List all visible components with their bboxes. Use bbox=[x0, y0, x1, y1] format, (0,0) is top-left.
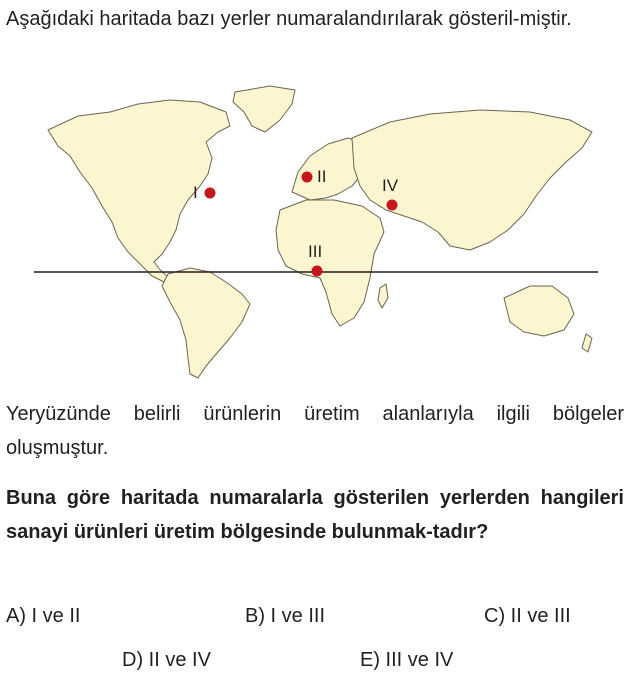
question-intro: Aşağıdaki haritada bazı yerler numaralandırılarak gösteril-miştir. bbox=[6, 8, 572, 30]
greenland-shape bbox=[233, 86, 295, 132]
point-label-4: IV bbox=[382, 176, 399, 195]
madagascar-shape bbox=[378, 284, 388, 308]
point-marker-1 bbox=[205, 188, 216, 199]
question-stem: Buna göre haritada numaralarla gösterilen yerlerden hangileri sanayi ürünleri üretim bölgesinde bulunmak-tadır? bbox=[6, 487, 624, 543]
australia-shape bbox=[504, 286, 574, 336]
context-paragraph: Yeryüzünde belirli ürünlerin üretim alanlarıyla ilgili bölgeler oluşmuştur. bbox=[6, 403, 624, 459]
option-c[interactable]: C) II ve III bbox=[484, 605, 571, 627]
option-b[interactable]: B) I ve III bbox=[245, 605, 326, 627]
option-a[interactable]: A) I ve II bbox=[6, 605, 81, 627]
point-label-3: III bbox=[308, 242, 323, 261]
point-label-1: I bbox=[193, 183, 198, 202]
option-d[interactable]: D) II ve IV bbox=[122, 649, 211, 671]
point-marker-3 bbox=[312, 266, 323, 277]
new-zealand-shape bbox=[582, 334, 592, 352]
north-america-shape bbox=[48, 100, 230, 282]
world-map bbox=[30, 82, 602, 382]
africa-shape bbox=[276, 200, 384, 326]
south-america-shape bbox=[162, 268, 250, 378]
point-marker-4 bbox=[387, 200, 398, 211]
option-e[interactable]: E) III ve IV bbox=[360, 649, 454, 671]
world-map-svg bbox=[30, 82, 602, 382]
point-label-2: II bbox=[317, 167, 327, 186]
point-marker-2 bbox=[302, 172, 313, 183]
